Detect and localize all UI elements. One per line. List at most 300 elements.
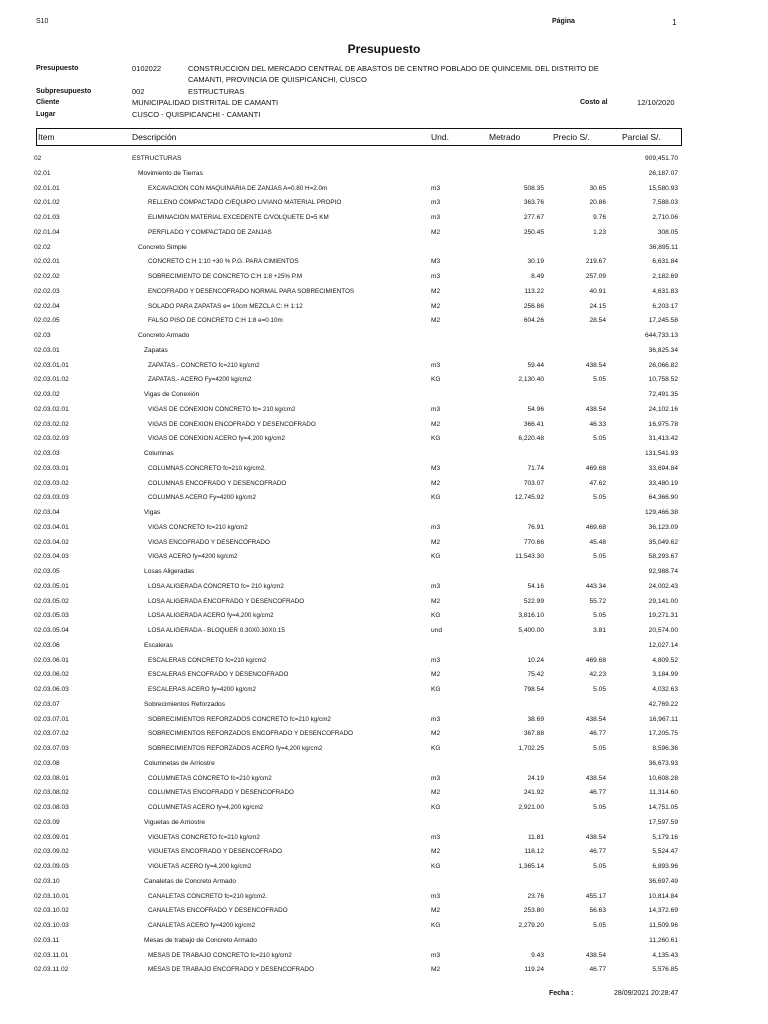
cell-description: VIGAS DE CONEXION ENCOFRADO Y DESENCOFRADO	[148, 420, 316, 428]
cell-parcial: 17,205.75	[648, 730, 678, 738]
table-row	[0, 904, 768, 919]
cell-item: 02.03.08.01	[34, 774, 69, 782]
table-row	[0, 167, 768, 182]
cell-description: LOSA ALIGERADA CONCRETO fc= 210 kg/cm2	[148, 582, 284, 590]
table-row	[0, 403, 768, 418]
cell-parcial: 36,895.11	[649, 243, 678, 251]
cell-description: CANALETAS CONCRETO fc=210 kg/cm2.	[148, 892, 268, 900]
cell-precio: 1.23	[593, 228, 606, 236]
cell-description: ESTRUCTURAS	[132, 155, 182, 162]
cell-description: RELLENO COMPACTADO C/EQUIPO LIVIANO MATERIAL PROPIO	[148, 199, 342, 207]
budget-table-body	[0, 152, 768, 978]
table-row	[0, 713, 768, 728]
cell-item: 02.03.04.01	[34, 523, 69, 531]
table-row	[0, 270, 768, 285]
subpresupuesto-code: 002	[132, 87, 145, 96]
cell-unit: M2	[431, 420, 441, 428]
cell-unit: m3	[431, 833, 441, 841]
table-row	[0, 255, 768, 270]
col-item-header: Item	[38, 132, 55, 142]
cell-item: 02.01.03	[34, 214, 60, 221]
cell-item: 02.03.05.01	[34, 582, 69, 590]
cell-parcial: 11,509.96	[649, 922, 678, 929]
cell-precio: 257.09	[585, 273, 606, 280]
cell-precio: 5.05	[593, 863, 606, 870]
cell-metrado: 75.42	[527, 671, 544, 679]
cell-item: 02.03.07.01	[34, 715, 69, 723]
cell-metrado: 59.44	[527, 361, 544, 369]
cell-description: LOSA ALIGERADA - BLOQUER 0.30X0.30X0.15	[148, 627, 285, 634]
cell-parcial: 92,988.74	[648, 568, 678, 575]
cell-item: 02.03.10.01	[34, 892, 69, 900]
cell-parcial: 36,123.09	[648, 523, 678, 531]
table-row	[0, 875, 768, 890]
cell-description: MESAS DE TRABAJO CONCRETO fc=210 kg/cm2	[148, 951, 292, 959]
table-row	[0, 860, 768, 875]
cell-item: 02.02.02	[34, 273, 60, 280]
cell-metrado: 366.41	[523, 420, 544, 428]
cell-description: VIGAS DE CONEXION CONCRETO fc= 210 kg/cm2	[148, 405, 296, 413]
cell-parcial: 909,451.70	[644, 155, 678, 162]
cell-description: ZAPATAS.- CONCRETO fc=210 kg/cm2	[148, 361, 260, 369]
cell-precio: 20.86	[589, 199, 606, 207]
cell-parcial: 36,825.34	[648, 346, 678, 354]
cell-unit: m3	[431, 361, 441, 369]
table-row	[0, 934, 768, 949]
cell-metrado: 10.24	[527, 656, 544, 664]
cell-unit: m3	[431, 715, 441, 723]
cell-description: Columnas	[144, 450, 174, 457]
cell-item: 02.01.02	[34, 199, 60, 207]
table-row	[0, 300, 768, 315]
cell-description: ESCALERAS ACERO fy=4200 kg/cm2	[148, 686, 256, 693]
cell-unit: m3	[431, 523, 441, 531]
cell-description: VIGAS CONCRETO fc=210 kg/cm2	[148, 523, 248, 531]
cell-metrado: 253.80	[523, 907, 544, 915]
cell-parcial: 12,027.14	[648, 641, 678, 649]
cell-metrado: 11.81	[527, 833, 544, 841]
cell-precio: 469.68	[585, 523, 606, 531]
cell-parcial: 308.05	[657, 228, 678, 236]
cell-metrado: 2,921.00	[518, 804, 544, 811]
cell-precio: 469.68	[585, 656, 606, 664]
table-row	[0, 550, 768, 565]
presupuesto-label: Presupuesto	[36, 65, 79, 72]
cell-metrado: 2,279.20	[518, 922, 544, 929]
cell-item: 02.03.05	[34, 568, 60, 575]
cell-unit: M2	[431, 848, 441, 856]
cell-precio: 438.54	[585, 715, 606, 723]
cell-description: Canaletas de Concreto Armado	[144, 877, 236, 885]
cell-parcial: 5,524.47	[652, 848, 678, 856]
cell-item: 02.02	[34, 243, 51, 251]
cell-item: 02.03.10.02	[34, 907, 69, 915]
cell-parcial: 2,182.69	[652, 273, 678, 280]
cell-unit: M2	[431, 671, 441, 679]
cell-parcial: 4,809.52	[652, 656, 678, 664]
cell-parcial: 10,814.84	[648, 892, 678, 900]
col-und-header: Und.	[431, 132, 449, 142]
cell-description: Zapatas	[144, 346, 168, 354]
cell-item: 02.03	[34, 332, 51, 339]
cell-item: 02.03.07.02	[34, 730, 69, 738]
cell-parcial: 64,366.90	[648, 494, 678, 502]
cell-description: ELIMINACION MATERIAL EXCEDENTE C/VOLQUETE D=5 KM	[148, 214, 329, 221]
table-row	[0, 241, 768, 256]
cell-precio: 46.77	[589, 966, 606, 974]
cell-parcial: 4,032.63	[652, 686, 678, 693]
cell-metrado: 118.12	[524, 848, 544, 856]
cell-item: 02.03.10.03	[34, 922, 69, 929]
cell-precio: 28.54	[589, 317, 606, 325]
costo-date: 12/10/2020	[637, 98, 675, 107]
cell-metrado: 8.49	[531, 273, 544, 280]
cell-precio: 5.05	[593, 435, 606, 443]
presupuesto-line2: CAMANTI, PROVINCIA DE QUISPICANCHI, CUSCO	[188, 75, 367, 84]
table-row	[0, 447, 768, 462]
cell-parcial: 7,588.03	[652, 199, 678, 207]
cell-parcial: 8,596.36	[652, 745, 678, 752]
cell-precio: 219.67	[585, 258, 606, 266]
cell-item: 02.03.03.03	[34, 494, 69, 502]
cell-unit: KG	[431, 612, 441, 620]
cell-metrado: 256.86	[523, 302, 544, 310]
cell-description: ESCALERAS CONCRETO fc=210 kg/cm2	[148, 656, 267, 664]
table-row	[0, 609, 768, 624]
cell-precio: 438.54	[585, 361, 606, 369]
cell-parcial: 17,245.58	[648, 317, 678, 325]
cliente-value: MUNICIPALIDAD DISTRITAL DE CAMANTI	[132, 98, 279, 107]
cell-precio: 438.54	[585, 833, 606, 841]
cell-unit: KG	[431, 745, 441, 752]
cell-parcial: 6,893.96	[652, 863, 678, 870]
cell-precio: 47.62	[589, 479, 606, 487]
cell-item: 02.03.04.03	[34, 553, 69, 561]
cell-unit: m3	[431, 582, 441, 590]
cell-metrado: 508.35	[523, 184, 544, 192]
cell-unit: M3	[431, 464, 441, 472]
page-number: 1	[672, 18, 677, 27]
cell-unit: KG	[431, 494, 441, 502]
cell-item: 02.03.01.01	[34, 361, 69, 369]
cell-parcial: 2,710.06	[652, 214, 678, 221]
fecha-value: 28/09/2021 20:28:47	[614, 990, 679, 997]
cell-item: 02.03.08.02	[34, 789, 69, 797]
cell-item: 02.01.04	[34, 228, 60, 236]
cell-item: 02.03.09.02	[34, 848, 69, 856]
cell-description: ESCALERAS ENCOFRADO Y DESENCOFRADO	[148, 671, 289, 679]
costo-label: Costo al	[580, 99, 608, 106]
cell-unit: und	[431, 627, 443, 634]
cell-precio: 438.54	[585, 951, 606, 959]
table-row	[0, 919, 768, 934]
cell-item: 02.03.09.01	[34, 833, 69, 841]
cell-unit: M2	[431, 730, 441, 738]
cell-parcial: 17,597.59	[648, 818, 678, 826]
cell-parcial: 3,184.99	[652, 671, 678, 679]
cell-description: Sobrecimientos Reforzados	[144, 700, 225, 708]
table-row	[0, 949, 768, 964]
cell-item: 02.03.06.03	[34, 686, 69, 693]
cell-description: MESAS DE TRABAJO ENCOFRADO Y DESENCOFRADO	[148, 966, 314, 974]
cell-item: 02.03.04.02	[34, 538, 69, 546]
cell-metrado: 23.76	[527, 892, 544, 900]
cell-metrado: 54.16	[527, 582, 544, 590]
cell-description: ENCOFRADO Y DESENCOFRADO NORMAL PARA SOBRECIMIENTOS	[148, 287, 355, 295]
cell-metrado: 250.45	[523, 228, 544, 236]
cell-description: COLUMNETAS CONCRETO fc=210 kg/cm2	[148, 774, 272, 782]
cell-item: 02.02.04	[34, 302, 60, 310]
cell-metrado: 367.88	[523, 730, 544, 738]
cell-unit: M2	[431, 538, 441, 546]
lugar-label: Lugar	[36, 111, 56, 118]
cell-unit: m3	[431, 199, 441, 207]
cell-parcial: 15,580.93	[648, 184, 678, 192]
table-row	[0, 565, 768, 580]
table-row	[0, 786, 768, 801]
cell-item: 02.03.01	[34, 346, 60, 354]
cell-unit: m3	[431, 184, 441, 192]
cell-item: 02.01	[34, 169, 51, 177]
table-row	[0, 668, 768, 683]
cell-item: 02.03.11.01	[34, 951, 69, 959]
cell-description: Losas Aligeradas	[144, 568, 195, 575]
col-parcial-header: Parcial S/.	[622, 132, 661, 142]
cell-unit: m3	[431, 892, 441, 900]
cell-description: FALSO PISO DE CONCRETO C:H 1:8 e=0.10m	[148, 317, 283, 325]
table-row	[0, 757, 768, 772]
cell-unit: M2	[431, 287, 441, 295]
table-row	[0, 890, 768, 905]
cell-item: 02.03.05.04	[34, 627, 69, 634]
table-row	[0, 536, 768, 551]
cell-precio: 45.48	[589, 538, 606, 546]
cell-description: LOSA ALIGERADA ACERO fy=4,200 kg/cm2	[148, 612, 274, 620]
table-row	[0, 595, 768, 610]
cell-precio: 5.05	[593, 804, 606, 811]
cell-parcial: 31,413.42	[648, 435, 678, 443]
cell-item: 02.01.01	[34, 184, 60, 192]
cell-unit: m3	[431, 774, 441, 782]
cell-unit: KG	[431, 804, 441, 811]
cell-item: 02.03.06.02	[34, 671, 69, 679]
table-row	[0, 211, 768, 226]
cell-item: 02.03.11.02	[34, 966, 69, 974]
cell-item: 02.03.10	[34, 877, 60, 885]
cell-precio: 30.65	[589, 184, 606, 192]
cell-parcial: 16,975.78	[648, 420, 678, 428]
cell-metrado: 54.96	[527, 405, 544, 413]
cell-metrado: 38.69	[527, 715, 544, 723]
cell-unit: M2	[431, 966, 441, 974]
cell-unit: m3	[431, 273, 441, 280]
table-row	[0, 654, 768, 669]
table-row	[0, 418, 768, 433]
cell-metrado: 241.92	[523, 789, 544, 797]
table-row	[0, 580, 768, 595]
cell-item: 02.02.03	[34, 287, 60, 295]
cell-precio: 438.54	[585, 774, 606, 782]
col-metrado-header: Metrado	[489, 132, 521, 142]
cell-parcial: 24,102.16	[648, 405, 678, 413]
cell-description: Concreto Armado	[138, 332, 190, 339]
cell-unit: M3	[431, 258, 441, 266]
cell-item: 02.03.07.03	[34, 745, 69, 752]
cell-description: Escaleras	[144, 641, 173, 649]
cell-parcial: 11,314.60	[649, 789, 678, 797]
cell-unit: M2	[431, 479, 441, 487]
cell-item: 02.03.07	[34, 700, 60, 708]
cell-description: SOLADO PARA ZAPATAS e= 10cm MEZCLA C: H 1:12	[148, 302, 303, 310]
cell-unit: m3	[431, 656, 441, 664]
cell-metrado: 604.26	[523, 317, 544, 325]
cell-precio: 46.77	[589, 730, 606, 738]
cell-precio: 5.05	[593, 745, 606, 752]
cell-item: 02.03.06.01	[34, 656, 69, 664]
cell-precio: 3.81	[593, 627, 606, 634]
cell-description: Columnetas de Arriostre	[144, 759, 215, 767]
cell-parcial: 33,694.84	[648, 464, 678, 472]
cell-parcial: 14,372.69	[648, 907, 678, 915]
cell-description: SOBRECIMIENTO DE CONCRETO C:H 1:8 +25% P.M	[148, 273, 303, 280]
cell-description: SOBRECIMIENTOS REFORZADOS ACERO fy=4,200 kg/cm2	[148, 745, 323, 752]
document-title: Presupuesto	[347, 42, 421, 56]
cell-parcial: 26,187.07	[648, 169, 678, 177]
cell-parcial: 4,135.43	[652, 951, 678, 959]
table-row	[0, 831, 768, 846]
table-row	[0, 359, 768, 374]
cell-parcial: 35,049.62	[648, 538, 678, 546]
cell-unit: M2	[431, 317, 441, 325]
table-row	[0, 772, 768, 787]
cell-parcial: 131,541.93	[644, 450, 678, 457]
cell-unit: m3	[431, 951, 441, 959]
cell-parcial: 6,203.17	[652, 302, 678, 310]
table-row	[0, 462, 768, 477]
cell-metrado: 119.24	[524, 966, 544, 974]
cell-metrado: 76.91	[527, 523, 544, 531]
cell-metrado: 71.74	[527, 464, 544, 472]
cell-precio: 42.23	[589, 671, 606, 679]
cell-unit: M2	[431, 302, 441, 310]
cell-item: 02.03.04	[34, 509, 60, 516]
cell-precio: 46.33	[589, 420, 606, 428]
cell-description: EXCAVACION CON MAQUINARIA DE ZANJAS A=0.80 H=2.0m	[148, 184, 328, 192]
cell-precio: 5.05	[593, 553, 606, 561]
cell-metrado: 24.19	[527, 774, 544, 782]
cell-unit: KG	[431, 686, 441, 693]
cell-description: COLUMNETAS ACERO fy=4,200 kg/cm2	[148, 804, 264, 811]
cell-parcial: 26,066.82	[648, 361, 678, 369]
cell-metrado: 11,543.30	[515, 553, 544, 561]
cell-parcial: 33,480.19	[648, 479, 678, 487]
table-row	[0, 742, 768, 757]
cell-metrado: 30.19	[527, 258, 544, 266]
subpresupuesto-name: ESTRUCTURAS	[188, 87, 245, 96]
cell-item: 02.03.02.01	[34, 405, 69, 413]
cell-unit: m3	[431, 214, 441, 221]
cell-parcial: 10,608.28	[648, 774, 678, 782]
system-label: S10	[36, 18, 49, 25]
cell-precio: 5.05	[593, 686, 606, 693]
table-row	[0, 624, 768, 639]
table-row	[0, 698, 768, 713]
cell-precio: 469.68	[585, 464, 606, 472]
table-row	[0, 845, 768, 860]
presupuesto-line1: CONSTRUCCION DEL MERCADO CENTRAL DE ABASTOS DE CENTRO POBLADO DE QUINCEMIL DEL DISTRITO DE	[188, 64, 599, 73]
cell-description: SOBRECIMIENTOS REFORZADOS ENCOFRADO Y DESENCOFRADO	[148, 730, 354, 738]
cell-precio: 455.17	[585, 892, 606, 900]
cell-item: 02.02.05	[34, 317, 60, 325]
table-row	[0, 226, 768, 241]
cell-metrado: 363.76	[523, 199, 544, 207]
cell-precio: 55.72	[589, 597, 606, 605]
cell-unit: KG	[431, 922, 441, 929]
table-row	[0, 152, 768, 167]
cell-description: LOSA ALIGERADA ENCOFRADO Y DESENCOFRADO	[148, 597, 305, 605]
cell-description: Movimiento de Tierras	[138, 169, 203, 177]
cell-parcial: 29,141.00	[648, 597, 678, 605]
cell-item: 02.03.08	[34, 759, 60, 767]
cell-description: Vigas de Conexión	[144, 391, 200, 398]
cell-description: PERFILADO Y COMPACTADO DE ZANJAS	[148, 228, 272, 236]
cell-item: 02.03.11	[34, 936, 60, 944]
cell-description: COLUMNAS CONCRETO fc=210 kg/cm2.	[148, 464, 266, 472]
cell-metrado: 113.22	[524, 287, 544, 295]
cell-precio: 5.05	[593, 376, 606, 384]
cell-item: 02.03.02	[34, 391, 60, 398]
cell-parcial: 644,733.13	[644, 332, 678, 339]
table-row	[0, 521, 768, 536]
lugar-value: CUSCO - QUISPICANCHI - CAMANTI	[132, 110, 261, 119]
cell-item: 02.03.09.03	[34, 863, 69, 870]
page-label: Página	[552, 18, 575, 25]
cell-unit: M2	[431, 597, 441, 605]
cell-description: COLUMNETAS ENCOFRADO Y DESENCOFRADO	[148, 789, 294, 797]
cell-precio: 5.05	[593, 494, 606, 502]
cell-parcial: 36,673.93	[648, 759, 678, 767]
table-row	[0, 388, 768, 403]
cell-parcial: 58,293.67	[648, 553, 678, 561]
col-descripcion-header: Descripción	[132, 132, 177, 142]
cell-metrado: 770.66	[523, 538, 544, 546]
cell-precio: 5.05	[593, 922, 606, 929]
cell-description: Concreto Simple	[138, 243, 187, 251]
cell-precio: 46.77	[589, 848, 606, 856]
table-row	[0, 639, 768, 654]
cell-metrado: 522.99	[523, 597, 544, 605]
cell-metrado: 3,816.10	[518, 612, 544, 620]
cell-item: 02.02.01	[34, 258, 60, 266]
table-row	[0, 329, 768, 344]
cell-parcial: 4,631.83	[652, 287, 678, 295]
table-row	[0, 816, 768, 831]
cell-unit: M2	[431, 907, 441, 915]
table-row	[0, 963, 768, 978]
cliente-label: Cliente	[36, 99, 60, 106]
cell-metrado: 703.07	[523, 479, 544, 487]
cell-precio: 443.34	[585, 582, 606, 590]
cell-metrado: 2,130.40	[518, 376, 544, 384]
cell-parcial: 16,967.11	[649, 715, 678, 723]
cell-unit: KG	[431, 553, 441, 561]
table-row	[0, 491, 768, 506]
table-row	[0, 477, 768, 492]
cell-parcial: 36,697.49	[648, 877, 678, 885]
cell-precio: 9.76	[593, 214, 606, 221]
cell-description: VIGUETAS ACERO fy=4,200 kg/cm2	[148, 863, 252, 870]
cell-description: VIGUETAS CONCRETO fc=210 kg/cm2	[148, 833, 260, 841]
